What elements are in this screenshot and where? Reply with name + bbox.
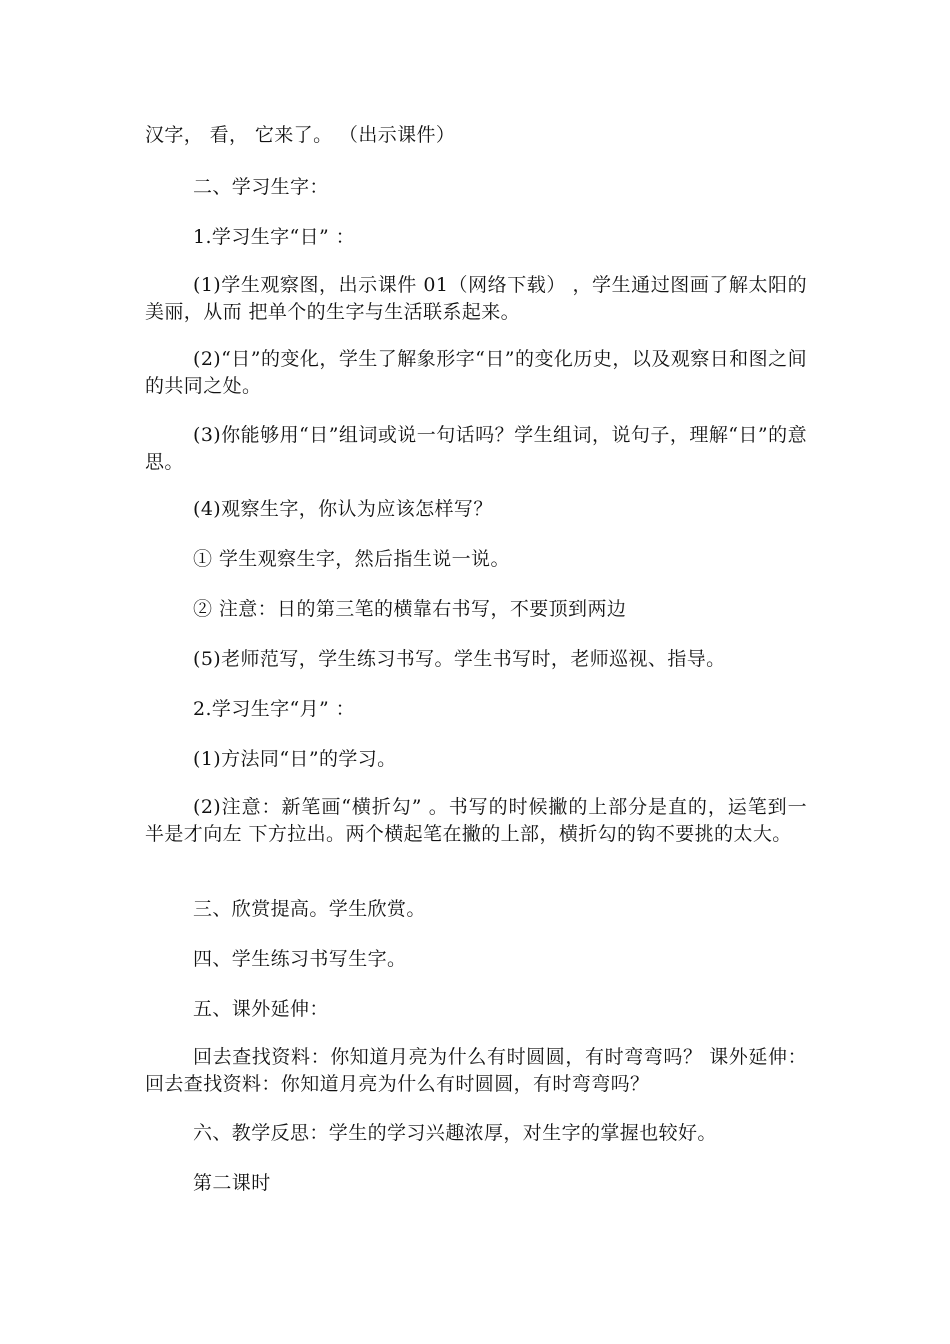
list-item-circled-1: ① 学生观察生字，然后指生说一说。 (193, 548, 510, 570)
paragraph-step-3: (3)你能够用“日”组词或说一句话吗？学生组词，说句子，理解“日”的意思。 (145, 424, 807, 473)
heading-section-six: 六、教学反思：学生的学习兴趣浓厚，对生字的掌握也较好。 (193, 1122, 717, 1144)
paragraph-step-5: (5)老师范写，学生练习书写。学生书写时，老师巡视、指导。 (193, 648, 726, 670)
paragraph-yue-step-2: (2)注意：新笔画“横折勾” 。书写的时候撇的上部分是直的，运笔到一半是才向左 下方拉出。两个横起笔在撇的上部，横折勾的钩不要挑的太大。 (145, 796, 807, 845)
heading-section-two: 二、学习生字： (193, 176, 329, 198)
list-item-circled-2: ② 注意：日的第三笔的横靠右书写，不要顶到两边 (193, 598, 627, 620)
paragraph-extension: 回去查找资料：你知道月亮为什么有时圆圆，有时弯弯吗？ 课外延伸：回去查找资料：你知道月亮为什么有时圆圆，有时弯弯吗？ (145, 1046, 807, 1095)
paragraph-step-1: (1)学生观察图，出示课件 01（网络下载） ，学生通过图画了解太阳的美丽，从而 把单个的生字与生活联系起来。 (145, 274, 807, 323)
paragraph-intro: 汉字， 看， 它来了。 （出示课件） (145, 124, 456, 146)
heading-learn-ri: 1.学习生字“日” ： (193, 226, 355, 248)
paragraph-step-2: (2)“日”的变化，学生了解象形字“日”的变化历史，以及观察日和图之间的共同之处。 (145, 348, 807, 397)
heading-section-three: 三、欣赏提高。学生欣赏。 (193, 898, 426, 920)
heading-second-lesson: 第二课时 (193, 1172, 271, 1194)
paragraph-yue-step-1: (1)方法同“日”的学习。 (193, 748, 397, 770)
paragraph-step-4: (4)观察生字，你认为应该怎样写？ (193, 498, 493, 520)
heading-section-five: 五、课外延伸： (193, 998, 329, 1020)
heading-learn-yue: 2.学习生字“月” ： (193, 698, 355, 720)
heading-section-four: 四、学生练习书写生字。 (193, 948, 407, 970)
